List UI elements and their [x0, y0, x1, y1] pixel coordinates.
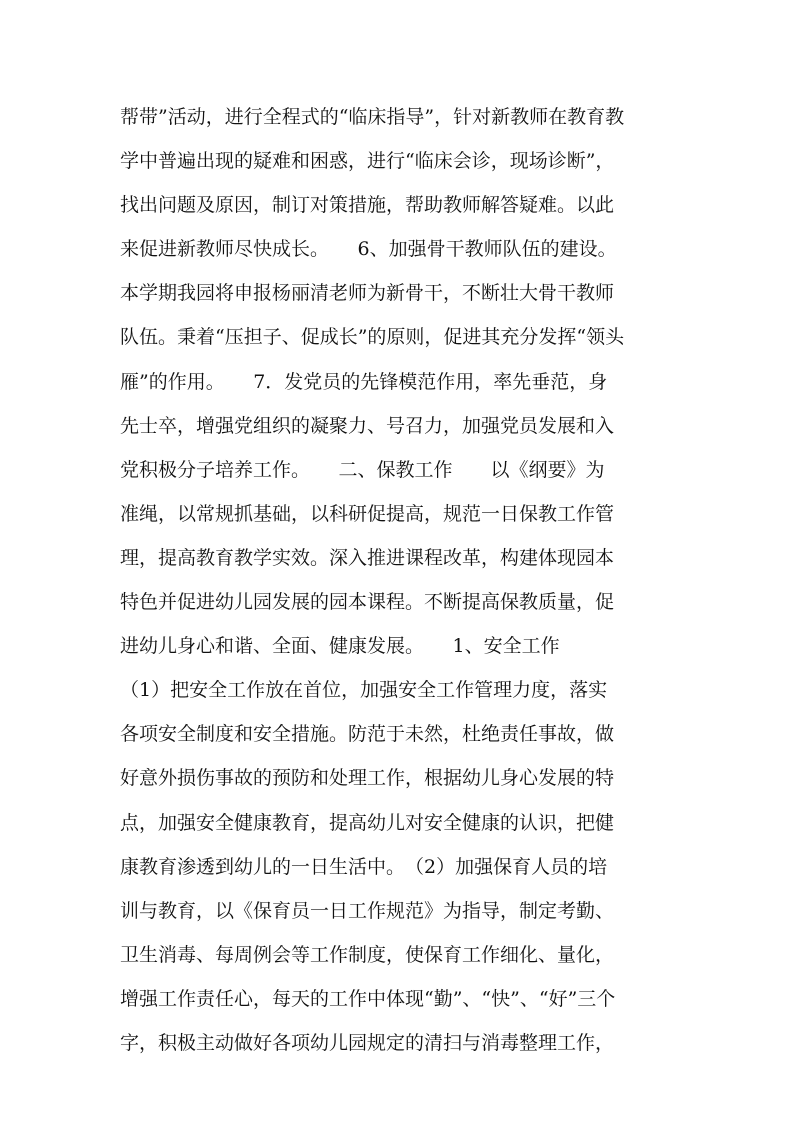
text-line: 训与教育，以《保育员一日工作规范》为指导，制定考勤、	[120, 899, 615, 922]
text-line: 学中普遍出现的疑难和困惑，进行“临床会诊，现场诊断”，	[120, 150, 615, 173]
text-line: 帮带”活动，进行全程式的“临床指导”，针对新教师在教育教	[120, 106, 625, 128]
text-line: 找出问题及原因，制订对策措施，帮助教师解答疑难。以此	[120, 194, 615, 217]
text-line: 先士卒，增强党组织的凝聚力、号召力，加强党员发展和入	[120, 414, 615, 437]
text-line: 各项安全制度和安全措施。防范于未然，杜绝责任事故，做	[120, 723, 615, 746]
text-line: 好意外损伤事故的预防和处理工作，根据幼儿身心发展的特	[120, 767, 615, 790]
text-line: 队伍。秉着“压担子、促成长”的原则，促进其充分发挥“领头	[120, 326, 625, 349]
text-line: 康教育渗透到幼儿的一日生活中。 （2）加强保育人员的培	[120, 855, 608, 878]
text-line: 字，积极主动做好各项幼儿园规定的清扫与消毒整理工作，	[120, 1031, 615, 1054]
text-line: 理，提高教育教学实效。深入推进课程改革，构建体现园本	[120, 546, 615, 569]
text-line: （1）把安全工作放在首位，加强安全工作管理力度，落实	[120, 679, 608, 702]
body-text	[120, 95, 676, 1065]
text-line: 进幼儿身心和谐、全面、健康发展。 1、安全工作	[120, 635, 560, 658]
text-line: 本学期我园将申报杨丽清老师为新骨干，不断壮大骨干教师	[120, 282, 615, 305]
text-line: 雁”的作用。 7．发党员的先锋模范作用，率先垂范，身	[120, 370, 608, 393]
text-line: 特色并促进幼儿园发展的园本课程。不断提高保教质量，促	[120, 591, 615, 614]
text-line: 增强工作责任心，每天的工作中体现“勤”、“快”、“好”三个	[120, 987, 616, 1010]
text-line: 来促进新教师尽快成长。 6、加强骨干教师队伍的建设。	[120, 238, 617, 261]
text-line: 卫生消毒、每周例会等工作制度，使保育工作细化、量化，	[120, 943, 615, 966]
text-line: 点，加强安全健康教育，提高幼儿对安全健康的认识，把健	[120, 811, 615, 834]
text-line: 准绳，以常规抓基础，以科研促提高，规范一日保教工作管	[120, 502, 615, 525]
text-line: 党积极分子培养工作。 二、保教工作 以《纲要》为	[120, 458, 605, 481]
